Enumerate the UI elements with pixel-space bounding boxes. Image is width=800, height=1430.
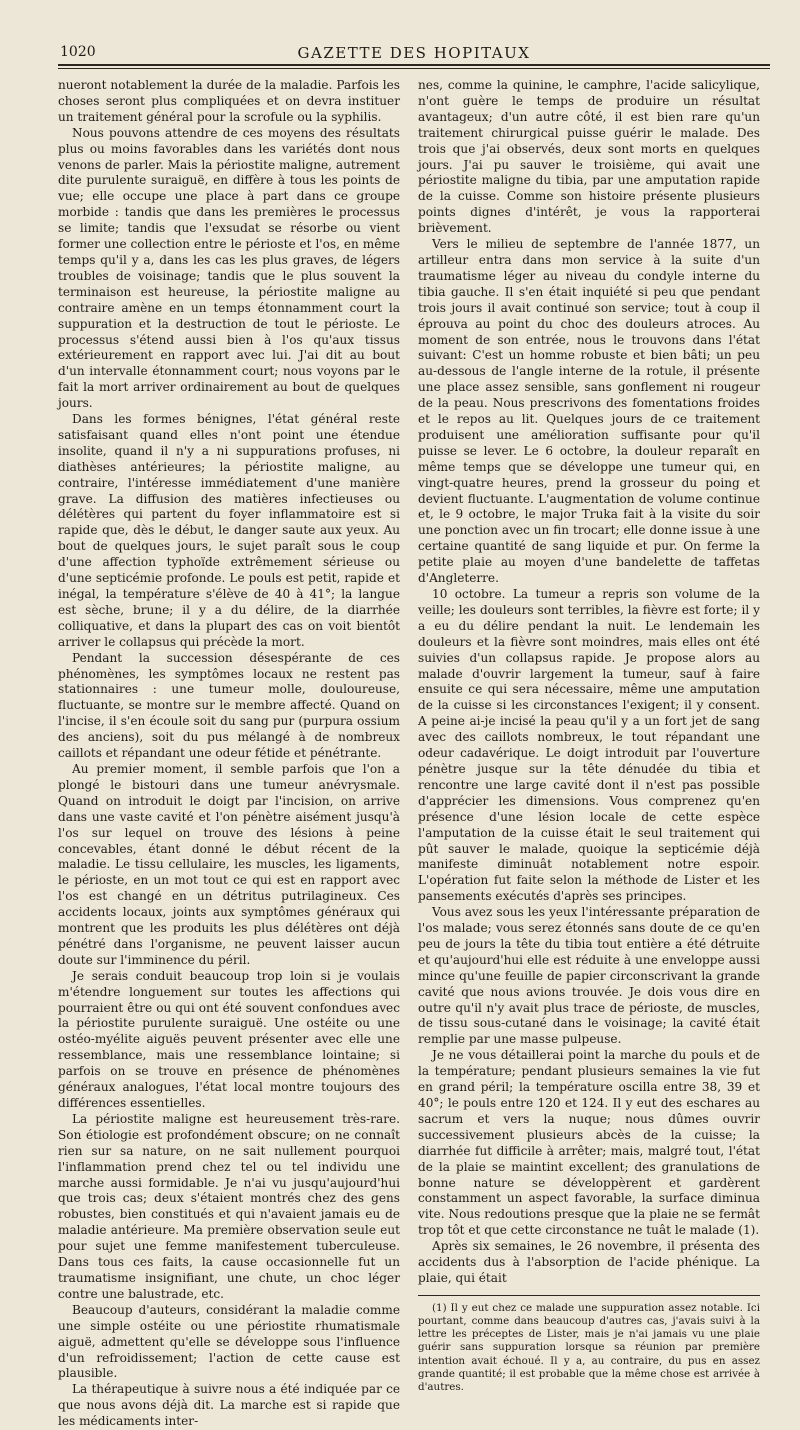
- header-rule-thin: [58, 68, 770, 69]
- paragraph: Pendant la succession désespérante de ces phénomènes, les symptômes locaux ne restent pas stationnaires : une tumeur molle, douloureuse, fluctuante, se montre sur le membre affecté. Quand on l'incise, il s'en écoule soit du sang pur (purpura ossium des anciens), soit du pus mélangé à de nombreux caillots et répandant une odeur fétide et pénétrante.: [58, 650, 400, 761]
- paragraph: Au premier moment, il semble parfois que l'on a plongé le bistouri dans une tumeur anévrysmale. Quand on introduit le doigt par l'incision, on arrive dans une vaste cavité et l'on pénètre aisément jusqu'à l'os sur lequel on trouve des lésions à peine concevables, étant donné le début récent de la maladie. Le tissu cellulaire, les muscles, les ligaments, le périoste, en un mot tout ce qui est en rapport avec l'os est changé en un détritus putrilagineux. Ces accidents locaux, joints aux symptômes généraux qui montrent que les produits les plus délétères ont déjà pénétré dans l'organisme, ne peuvent laisser aucun doute sur l'imminence du péril.: [58, 761, 400, 967]
- paragraph: La périostite maligne est heureusement très-rare. Son étiologie est profondément obscure; on ne connaît rien sur sa nature, on ne sait nullement pourquoi l'inflammation prend chez tel ou tel individu une marche aussi formidable. Je n'ai vu jusqu'aujourd'hui que trois cas; deux s'étaient montrés chez des gens robustes, bien constitués et qui n'avaient jamais eu de maladie antérieure. Ma première observation seule eut pour sujet une femme manifestement tuberculeuse. Dans tous ces faits, la cause occasionnelle fut un traumatisme insignifiant, une chute, un choc léger contre une balustrade, etc.: [58, 1111, 400, 1301]
- paragraph: Vers le milieu de septembre de l'année 1877, un artilleur entra dans mon service à la suite d'un traumatisme léger au niveau du condyle interne du tibia gauche. Il s'en était inquiété si peu que pendant trois jours il avait continué son service; tout à coup il éprouva au point du choc des douleurs atroces. Au moment de son entrée, nous le trouvons dans l'état suivant: C'est un homme robuste et bien bâti; un peu au-dessous de l'angle interne de la rotule, il présente une place assez sensible, sans gonflement ni rougeur de la peau. Nous prescrivons des fomentations froides et le repos au lit. Quelques jours de ce traitement produisent une amélioration suffisante pour qu'il puisse se lever. Le 6 octobre, la douleur reparaît en même temps que se développe une tumeur qui, en vingt-quatre heures, prend la grosseur du poing et devient fluctuante. L'augmentation de volume continue et, le 9 octobre, le major Truka fait à la visite du soir une ponction avec un fin trocart; elle donne issue à une certaine quantité de sang liquide et pur. On ferme la petite plaie au moyen d'une bandelette de taffetas d'Angleterre.: [418, 237, 760, 586]
- paragraph: nes, comme la quinine, le camphre, l'acide salicylique, n'ont guère le temps de produire un résultat avantageux; d'un autre côté, il est bien rare qu'un traitement chirurgical puisse guérir le malade. Des trois que j'ai observés, deux sont morts en quelques jours. J'ai pu sauver le troisième, qui avait une périostite maligne du tibia, par une amputation rapide de la cuisse. Comme son histoire présente plusieurs points dignes d'intérêt, je vous la rapporterai brièvement.: [418, 78, 760, 236]
- left-column: [58, 78, 400, 1429]
- footnote-rule: [418, 1295, 760, 1296]
- paragraph: Je ne vous détaillerai point la marche du pouls et de la température; pendant plusieurs semaines la vie fut en grand péril; la température oscilla entre 38, 39 et 40°; le pouls entre 120 et 124. Il y eut des eschares au sacrum et vers la nuque; nous dûmes ouvrir successivement plusieurs abcès de la cuisse; la diarrhée fut difficile à arrêter; mais, malgré tout, l'état de la plaie se maintint excellent; des granulations de bonne nature se développèrent et gardèrent constamment un aspect favorable, la surface diminua vite. Nous redoutions presque que la plaie ne se fermât trop tôt et que cette circonstance ne tuât le malade (1).: [418, 1048, 760, 1238]
- footnote: (1) Il y eut chez ce malade une suppuration assez notable. Ici pourtant, comme dans beaucoup d'autres cas, j'avais suivi à la lettre les préceptes de Lister, mais je n'ai jamais vu une plaie guérir sans suppuration lorsque sa réunion par première intention avait échoué. Il y a, au contraire, du pus en assez grande quantité; il est probable que la même chose est arrivée à d'autres.: [418, 1301, 760, 1394]
- paragraph: Vous avez sous les yeux l'intéressante préparation de l'os malade; vous serez étonnés sans doute de ce qu'en peu de jours la tête du tibia tout entière a été détruite et qu'aujourd'hui elle est réduite à une enveloppe aussi mince qu'une feuille de papier circonscrivant la grande cavité que nous avions trouvée. Je dois vous dire en outre qu'il n'y avait plus trace de périoste, de muscles, de tissu sous-cutané dans le voisinage; la cavité était remplie par une masse pulpeuse.: [418, 905, 760, 1047]
- paragraph: Nous pouvons attendre de ces moyens des résultats plus ou moins favorables dans les variétés dont nous venons de parler. Mais la périostite maligne, autrement dite purulente suraiguë, en diffère à tous les points de vue; elle occupe une place à part dans ce groupe morbide : tandis que dans les premières le processus se limite; tandis que l'exsudat se résorbe ou vient former une collection entre le périoste et l'os, en même temps qu'il y a, dans les cas les plus graves, de légers troubles de voisinage; tandis que le plus souvent la terminaison est heureuse, la périostite maligne au contraire amène en un temps étonnamment court la suppuration et la destruction de tout le périoste. Le processus s'étend aussi bien à l'os qu'aux tissus extérieurement en rapport avec lui. J'ai dit au bout d'un intervalle étonnamment court; nous voyons par le fait la mort arriver ordinairement au bout de quelques jours.: [58, 125, 400, 411]
- paragraph: 10 octobre. La tumeur a repris son volume de la veille; les douleurs sont terribles, la fièvre est forte; il y a eu du délire pendant la nuit. Le lendemain les douleurs et la fièvre sont moindres, mais elles ont été suivies d'un collapsus rapide. Je propose alors au malade d'ouvrir largement la tumeur, sauf à faire ensuite ce qui sera nécessaire, même une amputation de la cuisse si les circonstances l'exigent; il y consent. A peine ai-je incisé la peau qu'il y a un fort jet de sang avec des caillots nombreux, le tout répandant une odeur cadavérique. Le doigt introduit par l'ouverture pénètre jusque sur la tête dénudée du tibia et rencontre une large cavité dont il n'est pas possible d'apprécier les dimensions. Vous comprenez qu'en présence d'une lésion locale de cette espèce l'amputation de la cuisse était le seul traitement qui pût sauver le malade, quoique la septicémie déjà manifeste diminuât notablement notre espoir. L'opération fut faite selon la méthode de Lister et les pansements exécutés d'après ses principes.: [418, 587, 760, 904]
- paragraph: nueront notablement la durée de la maladie. Parfois les choses seront plus compliquées et on devra instituer un traitement général pour la scrofule ou la syphilis.: [58, 78, 400, 124]
- paragraph: La thérapeutique à suivre nous a été indiquée par ce que nous avons déjà dit. La marche est si rapide que les médicaments inter-: [58, 1382, 400, 1429]
- page-number: 1020: [60, 44, 96, 60]
- journal-title: GAZETTE DES HOPITAUX: [297, 44, 531, 62]
- paragraph: Dans les formes bénignes, l'état général reste satisfaisant quand elles n'ont point une étendue insolite, quand il n'y a ni suppurations profuses, ni diathèses antérieures; la périostite maligne, au contraire, l'intéresse immédiatement d'une manière grave. La diffusion des matières infectieuses ou délétères qui partent du foyer inflammatoire est si rapide que, dès le début, le danger saute aux yeux. Au bout de quelques jours, le sujet paraît sous le coup d'une affection typhoïde extrêmement sérieuse ou d'une septicémie profonde. Le pouls est petit, rapide et inégal, la température s'élève de 40 à 41°; la langue est sèche, brune; il y a du délire, de la diarrhée colliquative, et dans la plupart des cas on voit bientôt arriver le collapsus qui précède la mort.: [58, 412, 400, 649]
- right-column: [418, 78, 760, 1394]
- header-rule: [58, 64, 770, 66]
- paragraph: Je serais conduit beaucoup trop loin si je voulais m'étendre longuement sur toutes les affections qui pourraient être ou qui ont été souvent confondues avec la périostite purulente suraiguë. Une ostéite ou une ostéo-myélite aiguës peuvent présenter avec elle une ressemblance, mais une ressemblance lointaine; si parfois on se trouve en présence de phénomènes généraux analogues, l'état local montre toujours des différences essentielles.: [58, 968, 400, 1110]
- paragraph: Beaucoup d'auteurs, considérant la maladie comme une simple ostéite ou une périostite rhumatismale aiguë, admettent qu'elle se développe sous l'influence d'un refroidissement; l'action de cette cause est plausible.: [58, 1302, 400, 1381]
- page-header: [58, 40, 770, 62]
- paragraph: Après six semaines, le 26 novembre, il présenta des accidents dus à l'absorption de l'acide phénique. La plaie, qui était: [418, 1239, 760, 1285]
